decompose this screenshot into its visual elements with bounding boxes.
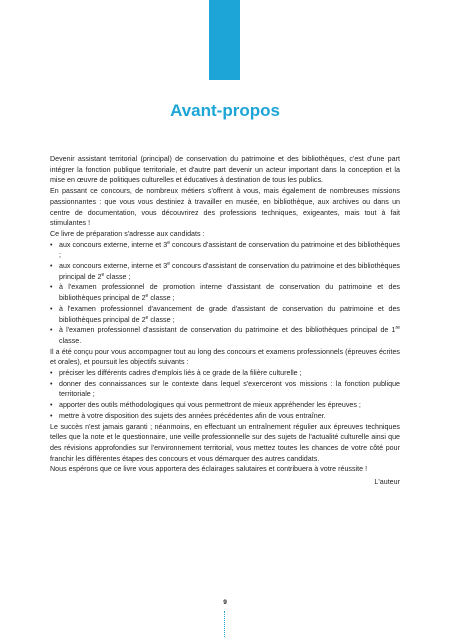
paragraph-success: Le succès n'est jamais garanti ; néanmoins, en effectuant un entraînement régulier aux épreuves techniques telles que la note et le questionnaire, une veille professionnelle sur des sujets de l'actualité culturelle ainsi que des révisions approfondies sur l'environnement territorial, vous mettez toutes les chances de votre côté pour franchir les différentes étapes des concours et vous démarquer des autres candidats. — [50, 422, 400, 463]
list-item: • aux concours externe, interne et 3e concours d'assistant de conservation du patrimoine et des bibliothèques principal de 2e classe ; — [50, 261, 400, 282]
list-item: • apporter des outils méthodologiques qui vous permettront de mieux appréhender les épreuves ; — [50, 400, 400, 411]
page-title: Avant-propos — [170, 101, 280, 120]
paragraph-closing: Nous espérons que ce livre vous apportera des éclairages salutaires et contribuera à votre réussite ! — [50, 465, 368, 474]
list-item: • à l'examen professionnel d'assistant de conservation du patrimoine et des bibliothèques principal de 1re classe. — [50, 325, 400, 346]
dotted-divider — [224, 611, 225, 637]
list-item: • à l'examen professionnel d'avancement de grade d'assistant de conservation du patrimoine et des bibliothèques principal de 2e classe ; — [50, 304, 400, 325]
objectives-list — [50, 368, 400, 422]
paragraph-intro: Devenir assistant territorial (principal) de conservation du patrimoine et des bibliothèques, c'est d'une part intégrer la fonction publique territoriale, et d'autre part devenir un acteur important dans la conception et la mise en œuvre de politiques culturelles et éducatives à destination de tous les publics. — [50, 155, 400, 185]
top-accent-bar — [209, 0, 240, 80]
author-signature: L'auteur — [374, 478, 400, 487]
list-item: • aux concours externe, interne et 3e concours d'assistant de conservation du patrimoine et des bibliothèques ; — [50, 240, 400, 261]
list-item: • préciser les différents cadres d'emplois liés à ce grade de la filière culturelle ; — [50, 368, 400, 379]
list-item: • mettre à votre disposition des sujets des années précédentes afin de vous entraîner. — [50, 411, 400, 422]
list-item: • à l'examen professionnel de promotion interne d'assistant de conservation du patrimoine et des bibliothèques principal de 2e classe ; — [50, 282, 400, 303]
paragraph-objectives: Il a été conçu pour vous accompagner tout au long des concours et examens professionnels (épreuves écrites et orales), et poursuit les objectifs suivants : — [50, 347, 400, 367]
paragraph-audience: Ce livre de préparation s'adresse aux candidats : — [50, 229, 205, 238]
paragraph-careers: En passant ce concours, de nombreux métiers s'offrent à vous, mais également de nombreuses missions passionnantes : que vous vous destiniez à travailler en musée, en bibliothèque, aux archives ou dans un centre de documentation, vous découvrirez des professions techniques, exigeantes, mais tout à fait stimulantes ! — [50, 187, 400, 228]
candidate-list — [50, 240, 400, 347]
page-number: 9 — [223, 599, 227, 606]
foreword-body — [50, 154, 400, 488]
list-item: • donner des connaissances sur le contexte dans lequel s'exerceront vos missions : la fonction publique territoriale ; — [50, 379, 400, 400]
